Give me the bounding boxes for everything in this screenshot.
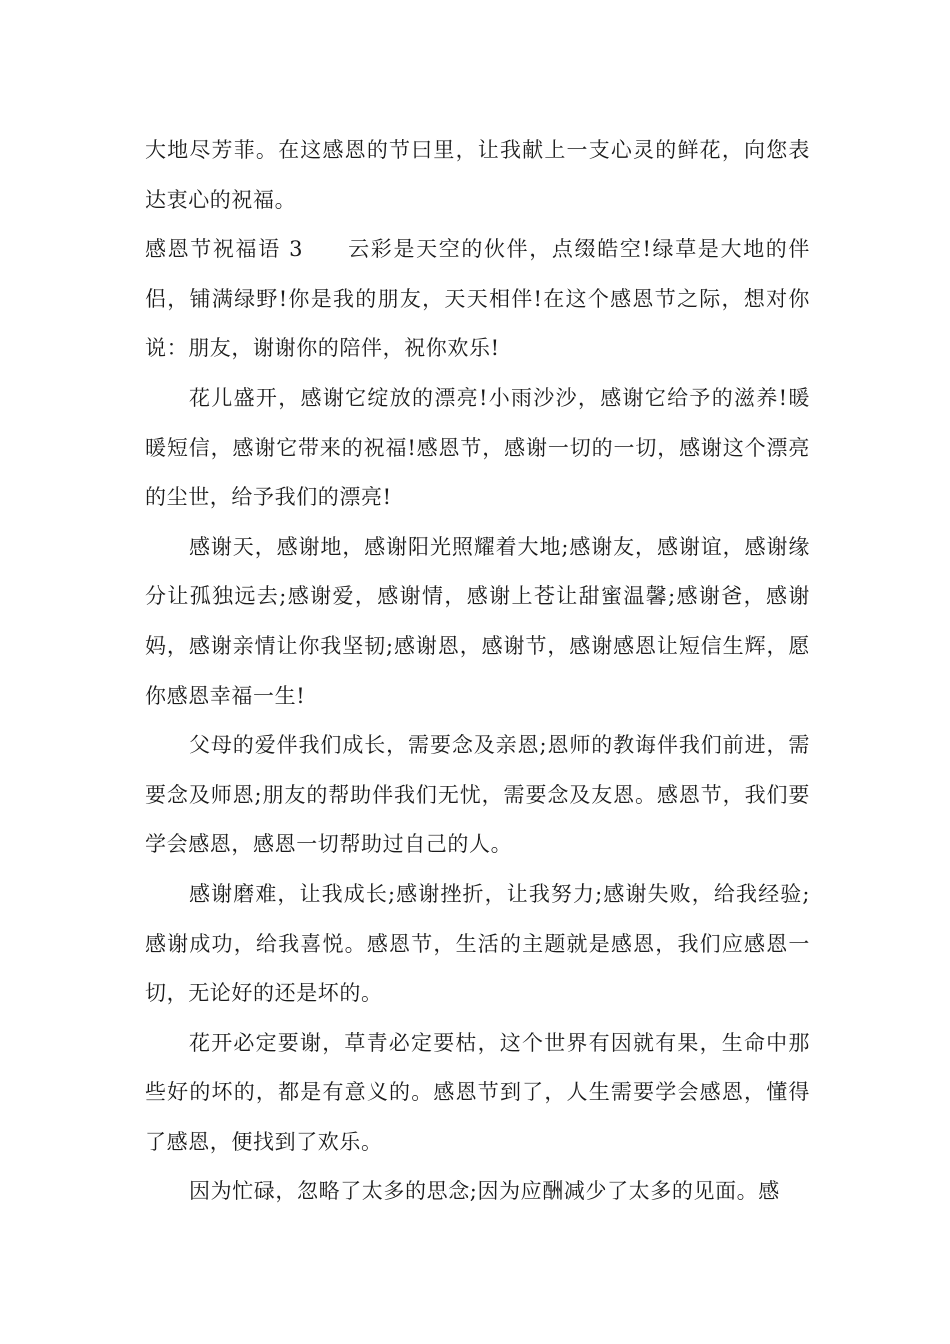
paragraph-continuation: 大地尽芳菲。在这感恩的节曰里，让我献上一支心灵的鲜花，向您表达衷心的祝福。: [145, 138, 810, 212]
blessing-heading-label: 感恩节祝福语 3: [145, 237, 304, 262]
paragraph-flowers: 花儿盛开，感谢它绽放的漂亮!小雨沙沙，感谢它给予的滋养!暖暖短信，感谢它带来的祝福!感恩节，感谢一切的一切，感谢这个漂亮的尘世，给予我们的漂亮!: [145, 385, 810, 510]
blessing-heading-text: 云彩是天空的伙伴，点缀皓空!绿草是大地的伴侣，铺满绿野!你是我的朋友，天天相伴!在这个感恩节之际，想对你说：朋友，谢谢你的陪伴，祝你欢乐!: [145, 237, 810, 361]
paragraph-thanks-hardship: 感谢磨难，让我成长;感谢挫折，让我努力;感谢失败，给我经验;感谢成功，给我喜悦。感恩节，生活的主题就是感恩，我们应感恩一切，无论好的还是坏的。: [145, 881, 810, 1006]
paragraph-thanks-heaven: 感谢天，感谢地，感谢阳光照耀着大地;感谢友，感谢谊，感谢缘分让孤独远去;感谢爱，感谢情，感谢上苍让甜蜜温馨;感谢爸，感谢妈，感谢亲情让你我坚韧;感谢恩，感谢节，感谢感恩让短信生辉，愿你感恩幸福一生!: [145, 534, 810, 708]
paragraph-flowers-wither: 花开必定要谢，草青必定要枯，这个世界有因就有果，生命中那些好的坏的，都是有意义的。感恩节到了，人生需要学会感恩，懂得了感恩，便找到了欢乐。: [145, 1030, 810, 1154]
paragraph-parents-love: 父母的爱伴我们成长，需要念及亲恩;恩师的教诲伴我们前进，需要念及师恩;朋友的帮助伴我们无忧，需要念及友恩。感恩节，我们要学会感恩，感恩一切帮助过自己的人。: [145, 733, 810, 857]
blessing-heading-paragraph: [145, 225, 810, 374]
document-body: [145, 126, 810, 1217]
paragraph-busy: 因为忙碌，忽略了太多的思念;因为应酬减少了太多的见面。感: [189, 1179, 780, 1204]
